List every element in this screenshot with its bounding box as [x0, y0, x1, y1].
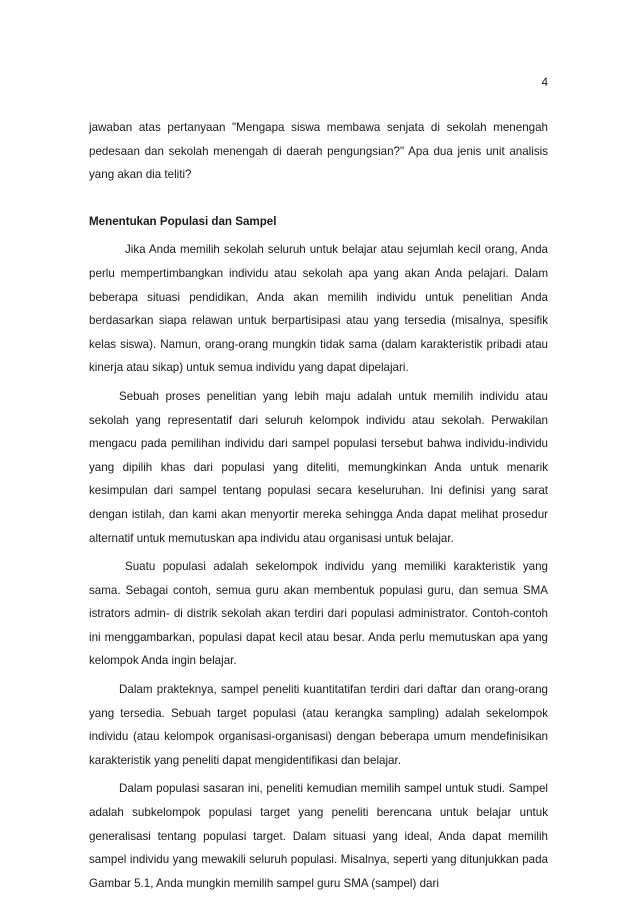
paragraph-3: Suatu populasi adalah sekelompok individu yang memiliki karakteristik yang sama. Sebagai contoh, semua guru akan membentuk populasi guru, dan semua SMA istrators admin- di distrik sekolah akan terdiri dari populasi administrator. Contoh-contoh ini menggambarkan, populasi dapat kecil atau besar. Anda perlu memutuskan apa yang kelompok Anda ingin belajar.	[89, 560, 548, 668]
paragraph-5: Dalam populasi sasaran ini, peneliti kemudian memilih sampel untuk studi. Sampel adalah subkelompok populasi target yang peneliti berencana untuk belajar untuk generalisasi tentang populasi target. Dalam situasi yang ideal, Anda dapat memilih sampel individu yang mewakili seluruh populasi. Misalnya, seperti yang ditunjukkan pada Gambar 5.1, Anda mungkin memilih sampel guru SMA (sampel) dari	[89, 782, 548, 890]
paragraph-2: Sebuah proses penelitian yang lebih maju adalah untuk memilih individu atau sekolah yang representatif dari seluruh kelompok individu atau sekolah. Perwakilan mengacu pada pemilihan individu dari sampel populasi tersebut bahwa individu-individu yang dipilih khas dari populasi yang diteliti, memungkinkan Anda untuk menarik kesimpulan dari sampel tentang populasi secara keseluruhan. Ini definisi yang sarat dengan istilah, dan kami akan menyortir mereka sehingga Anda dapat melihat prosedur alternatif untuk memutuskan apa individu atau organisasi untuk belajar.	[89, 389, 548, 545]
paragraph-1: Jika Anda memilih sekolah seluruh untuk belajar atau sejumlah kecil orang, Anda perlu mempertimbangkan individu atau sekolah apa yang akan Anda pelajari. Dalam beberapa situasi pendidikan, Anda akan memilih individu untuk penelitian Anda berdasarkan siapa relawan untuk berpartisipasi atau yang tersedia (misalnya, spesifik kelas siswa). Namun, orang-orang mungkin tidak sama (dalam karakteristik pribadi atau kinerja atau sikap) untuk semua individu yang dapat dipelajari.	[89, 243, 548, 375]
section-heading: Menentukan Populasi dan Sampel	[89, 214, 277, 228]
paragraph-4: Dalam prakteknya, sampel peneliti kuantitatifan terdiri dari daftar dan orang-orang yang tersedia. Sebuah target populasi (atau kerangka sampling) adalah sekelompok individu (atau kelompok organisasi-organisasi) dengan beberapa umum mendefinisikan karakteristik yang peneliti dapat mengidentifikasi dan belajar.	[89, 683, 548, 767]
page-number: 4	[541, 77, 548, 89]
page-body	[89, 116, 548, 895]
intro-paragraph: jawaban atas pertanyaan "Mengapa siswa membawa senjata di sekolah menengah pedesaan dan sekolah menengah di daerah pengungsian?" Apa dua jenis unit analisis yang akan dia teliti?	[89, 121, 548, 182]
